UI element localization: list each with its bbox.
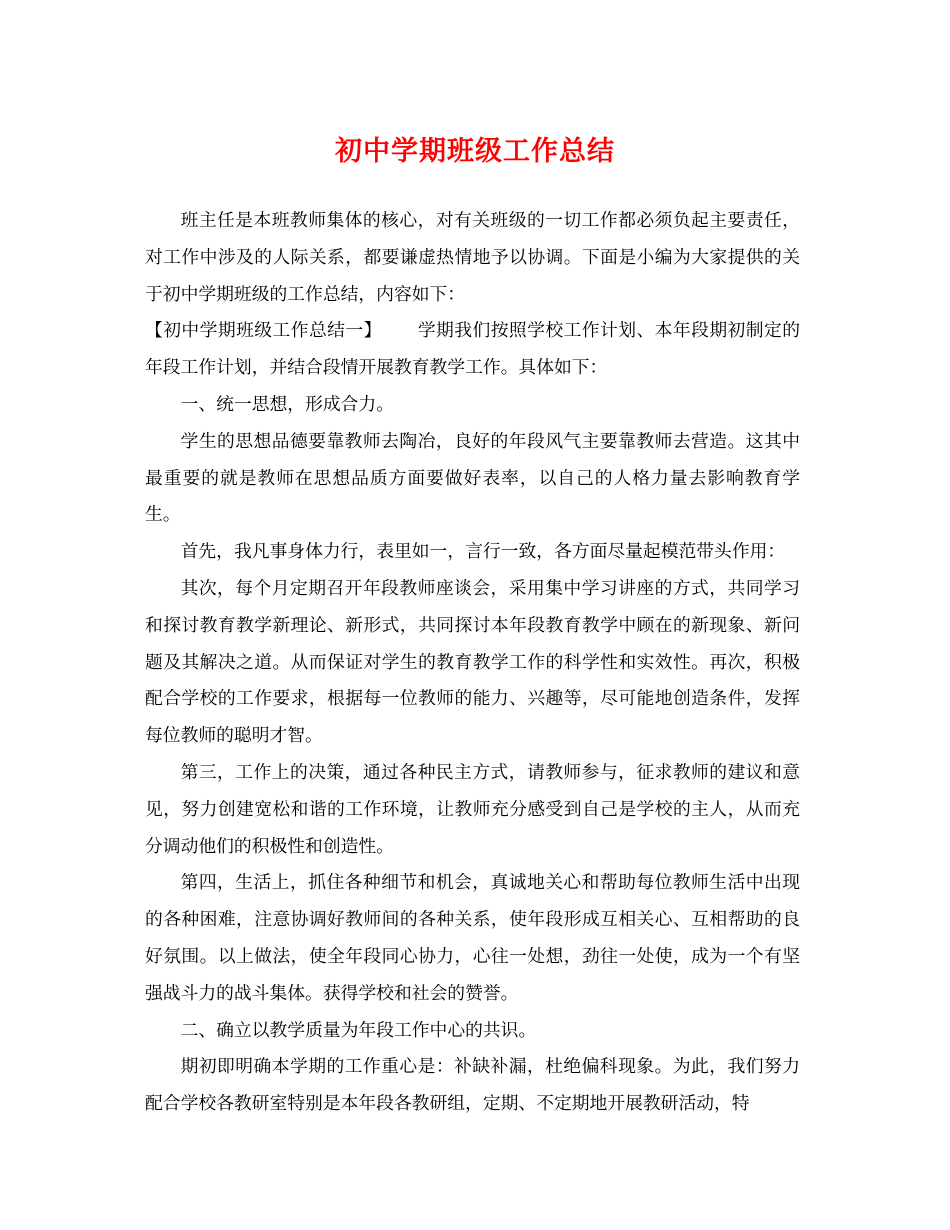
paragraph-third: 第三，工作上的决策，通过各种民主方式，请教师参与，征求教师的建议和意见，努力创建宽松和谐的工作环境，让教师充分感受到自己是学校的主人，从而充分调动他们的积极性和创造性。 [145,761,800,857]
document-body [145,203,800,1123]
section-one-label: 【初中学期班级工作总结一】 [145,320,382,342]
heading-unify-thought: 一、统一思想，形成合力。 [180,393,394,415]
paragraph-second: 其次，每个月定期召开年段教师座谈会，采用集中学习讲座的方式，共同学习和探讨教育教学新理论、新形式，共同探讨本年段教育教学中顾在的新现象、新问题及其解决之道。从而保证对学生的教育教学工作的科学性和实效性。再次，积极配合学校的工作要求，根据每一位教师的能力、兴趣等，尽可能地创造条件，发挥每位教师的聪明才智。 [145,577,800,747]
paragraph-fourth: 第四，生活上，抓住各种细节和机会，真诚地关心和帮助每位教师生活中出现的各种困难，注意协调好教师间的各种关系，使年段形成互相关心、互相帮助的良好氛围。以上做法，使全年段同心协力，心往一处想，劲往一处使，成为一个有坚强战斗力的战斗集体。获得学校和社会的赞誉。 [145,872,800,1004]
document-title: 初中学期班级工作总结 [335,136,615,167]
paragraph-moral-education: 学生的思想品德要靠教师去陶冶，良好的年段风气主要靠教师去营造。这其中最重要的就是教师在思想品质方面要做好表率，以自己的人格力量去影响教育学生。 [145,430,800,526]
section-one-paragraph [145,313,800,387]
paragraph-first: 首先，我凡事身体力行，表里如一，言行一致，各方面尽量起模范带头作用： [180,541,786,563]
heading-teaching-quality: 二、确立以教学质量为年段工作中心的共识。 [180,1019,537,1041]
paragraph-semester-focus: 期初即明确本学期的工作重心是：补缺补漏，杜绝偏科现象。为此，我们努力配合学校各教研室特别是本年段各教研组，定期、不定期地开展教研活动，特 [145,1056,800,1115]
intro-paragraph: 班主任是本班教师集体的核心，对有关班级的一切工作都必须负起主要责任，对工作中涉及的人际关系，都要谦虚热情地予以协调。下面是小编为大家提供的关于初中学期班级的工作总结，内容如下： [145,210,800,305]
section-one-text: 学期我们按照学校工作计划、本年段期初制定的年段工作计划，并结合段情开展教育教学工作。具体如下： [145,320,800,379]
